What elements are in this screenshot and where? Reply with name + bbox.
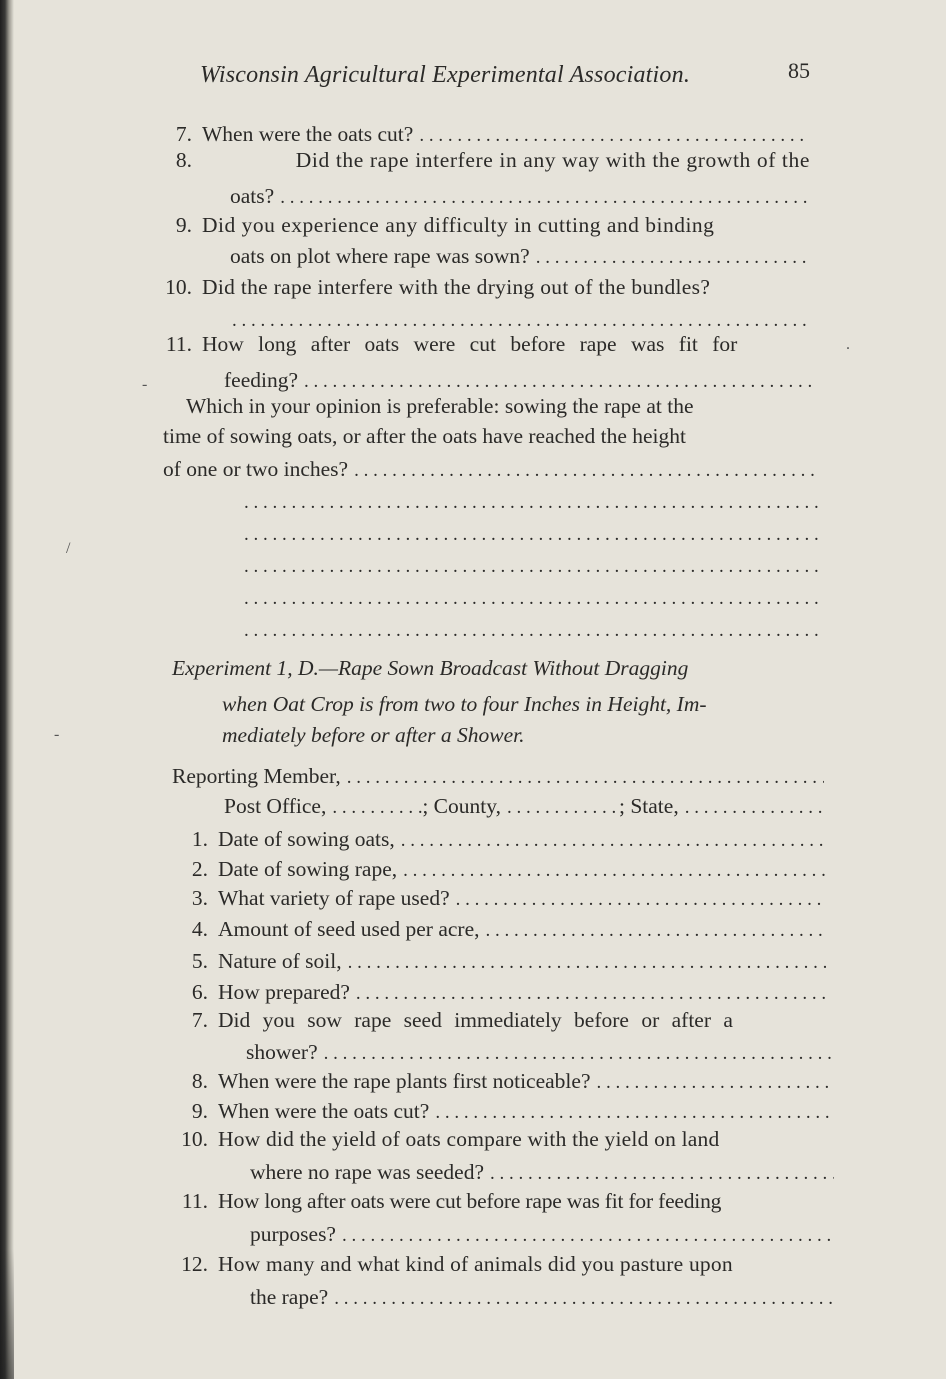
question-text: Amount of seed used per acre, [218, 917, 480, 941]
answer-dot-leader [490, 1164, 834, 1183]
lower-question-2 [186, 859, 826, 881]
stray-print-mark: . [846, 336, 850, 353]
stray-print-mark: / [66, 540, 71, 557]
upper-question-8 [170, 150, 810, 172]
question-text: oats on plot where rape was sown? [230, 244, 530, 268]
answer-dot-leader [334, 1289, 836, 1308]
answer-dot-leader [401, 831, 826, 850]
question-number: 7. [175, 122, 192, 146]
answer-dot-leader [536, 248, 810, 267]
question-number: 3. [191, 886, 208, 910]
question-text: where no rape was seeded? [250, 1160, 484, 1184]
question-number: 12. [181, 1252, 208, 1276]
answer-blank-line [244, 592, 818, 606]
question-text: the rape? [250, 1285, 329, 1309]
question-text: Did you experience any difficulty in cutting and binding [202, 213, 715, 237]
experiment-heading-line-1: Experiment 1, D.—Rape Sown Broadcast Without Dragging [172, 656, 689, 680]
lower-question-10 [176, 1129, 836, 1151]
experiment-heading-line-2: when Oat Crop is from two to four Inches in Height, Im- [222, 692, 707, 716]
answer-dot-leader [597, 1073, 833, 1092]
answer-blank-line [232, 314, 810, 328]
question-number: 8. [191, 1069, 208, 1093]
question-text: Date of sowing rape, [218, 857, 398, 881]
question-text: Date of sowing oats, [218, 827, 395, 851]
question-number: 5. [191, 949, 208, 973]
running-title: Wisconsin Agricultural Experimental Association. [200, 62, 691, 88]
question-text: When were the oats cut? [218, 1099, 430, 1123]
question-text: How long after oats were cut before rape was fit for [202, 332, 738, 356]
county-label: ; County, [422, 794, 501, 818]
lower-question-11 [176, 1191, 838, 1213]
question-number: 10. [181, 1127, 208, 1151]
question-text: Did the rape interfere with the drying out of the bundles? [202, 275, 711, 299]
post-office-line [224, 796, 824, 818]
answer-dot-leader [324, 1044, 832, 1063]
question-number: 6. [191, 980, 208, 1004]
question-number: 7. [191, 1008, 208, 1032]
lower-question-4 [186, 919, 826, 941]
answer-dot-leader [356, 984, 826, 1003]
question-number: 11. [165, 332, 192, 356]
answer-dot-leader [332, 798, 422, 817]
question-number: 11. [181, 1189, 208, 1213]
answer-dot-leader [354, 461, 819, 480]
lower-question-5 [186, 951, 826, 973]
page-number: 85 [788, 58, 810, 83]
lower-question-1 [186, 829, 826, 851]
answer-dot-leader [435, 1103, 832, 1122]
upper-question-7 [170, 124, 810, 146]
answer-blank-line [244, 496, 818, 510]
preference-question-line-1 [186, 396, 820, 418]
question-number: 1. [191, 827, 208, 851]
answer-dot-leader [403, 861, 826, 880]
page-header [200, 58, 820, 92]
answer-dot-leader [419, 126, 810, 145]
upper-question-10 [160, 277, 820, 299]
experiment-heading-line-3: mediately before or after a Shower. [222, 723, 525, 747]
upper-question-11 [160, 334, 820, 356]
question-number: 8. [175, 148, 192, 172]
lower-question-12-continued [250, 1287, 836, 1309]
stray-print-mark: - [142, 376, 148, 393]
lower-question-7-continued [246, 1042, 832, 1064]
post-office-label: Post Office, [224, 794, 327, 818]
answer-dot-leader [507, 798, 619, 817]
lower-question-12 [176, 1254, 838, 1276]
question-number: 9. [191, 1099, 208, 1123]
reporting-member-line [172, 766, 824, 788]
question-text: oats? [230, 184, 275, 208]
question-text: When were the oats cut? [202, 122, 414, 146]
question-text: feeding? [224, 368, 299, 392]
paragraph-text: Which in your opinion is preferable: sowing the rape at the [186, 394, 694, 418]
book-gutter-shadow [0, 0, 14, 1379]
question-text: Nature of soil, [218, 949, 342, 973]
preference-question-line-3 [163, 459, 819, 481]
lower-question-6 [186, 982, 826, 1004]
lower-question-3 [186, 888, 826, 910]
question-text: Did the rape interfere in any way with the growth of the [295, 148, 810, 172]
question-text: What variety of rape used? [218, 886, 450, 910]
stray-print-mark: - [54, 726, 60, 743]
question-text: How did the yield of oats compare with the yield on land [218, 1127, 720, 1151]
lower-question-8 [186, 1071, 832, 1093]
answer-dot-leader [486, 921, 827, 940]
paragraph-text: of one or two inches? [163, 457, 349, 481]
answer-dot-leader [342, 1226, 834, 1245]
question-text: How prepared? [218, 980, 350, 1004]
answer-dot-leader [280, 188, 810, 207]
question-text: Did you sow rape seed immediately before or after a [218, 1008, 733, 1032]
question-number: 10. [165, 275, 192, 299]
lower-question-7 [186, 1010, 832, 1032]
question-number: 9. [175, 213, 192, 237]
answer-blank-line [244, 528, 818, 542]
question-number: 2. [191, 857, 208, 881]
question-text: shower? [246, 1040, 318, 1064]
answer-dot-leader [456, 890, 826, 909]
question-text: How many and what kind of animals did you pasture upon [218, 1252, 733, 1276]
answer-blank-line [244, 560, 818, 574]
upper-question-9-continued [230, 246, 810, 268]
paragraph-text: time of sowing oats, or after the oats have reached the height [163, 424, 686, 448]
answer-dot-leader [304, 372, 814, 391]
lower-question-9 [186, 1101, 832, 1123]
answer-dot-leader [685, 798, 824, 817]
upper-question-11-continued [224, 370, 814, 392]
answer-dot-leader [348, 953, 826, 972]
lower-question-10-continued [250, 1162, 834, 1184]
question-number: 4. [191, 917, 208, 941]
upper-question-9 [170, 215, 810, 237]
question-text: When were the rape plants first noticeable? [218, 1069, 591, 1093]
upper-question-8-continued [230, 186, 810, 208]
answer-dot-leader [347, 768, 824, 787]
question-text: purposes? [250, 1222, 336, 1246]
reporting-member-label: Reporting Member, [172, 764, 341, 788]
answer-blank-line [244, 624, 818, 638]
state-label: ; State, [618, 794, 679, 818]
preference-question-line-2 [163, 426, 823, 448]
lower-question-11-continued [250, 1224, 834, 1246]
question-text: How long after oats were cut before rape was fit for feeding [218, 1189, 722, 1213]
